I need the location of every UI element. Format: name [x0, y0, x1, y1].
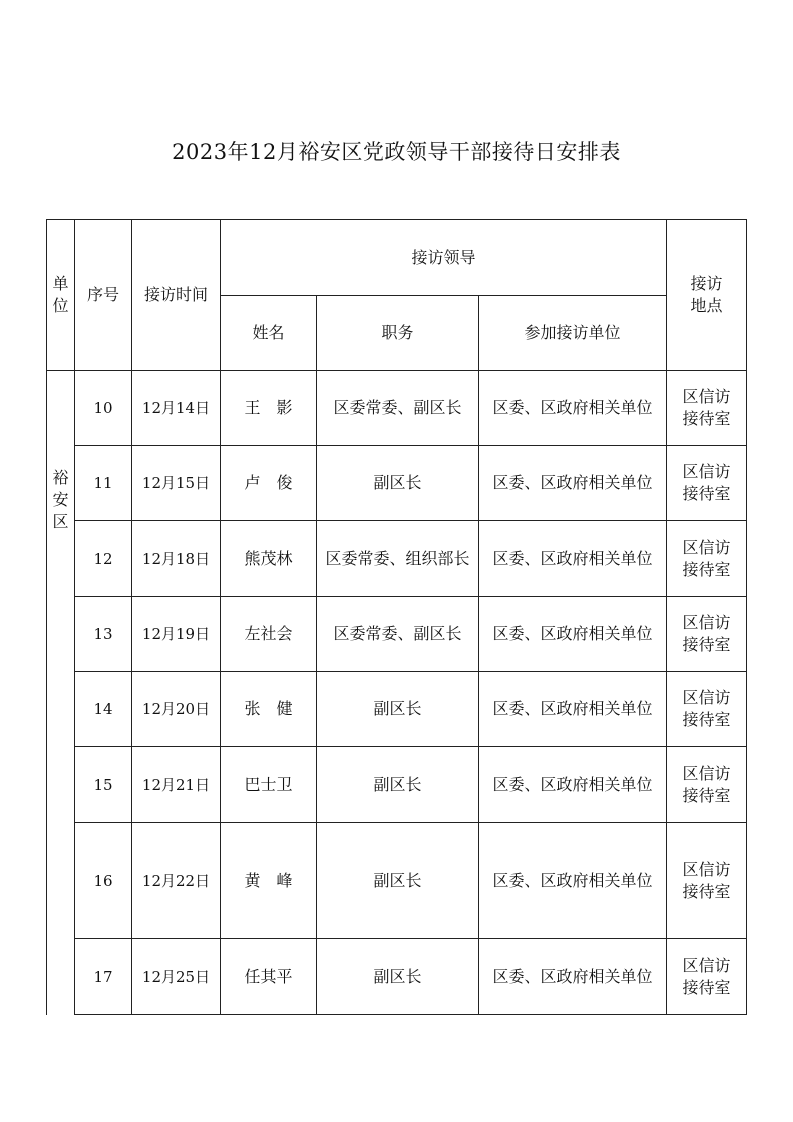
row-date: 12月15日 — [132, 446, 221, 521]
row-index: 14 — [75, 672, 132, 747]
row-units: 区委、区政府相关单位 — [479, 939, 667, 1015]
row-place-line-1: 区信访 — [682, 859, 731, 879]
row-place — [667, 747, 747, 823]
row-position: 副区长 — [317, 823, 479, 939]
row-position: 区委常委、组织部长 — [317, 521, 479, 597]
row-name: 卢 俊 — [221, 446, 317, 521]
row-units: 区委、区政府相关单位 — [479, 597, 667, 672]
row-units: 区委、区政府相关单位 — [479, 747, 667, 823]
district-char-3: 区 — [52, 512, 69, 531]
row-units: 区委、区政府相关单位 — [479, 446, 667, 521]
row-position: 副区长 — [317, 939, 479, 1015]
header-leader: 接访领导 — [221, 220, 667, 296]
header-place — [667, 220, 747, 371]
table-row — [47, 371, 747, 446]
row-place — [667, 446, 747, 521]
row-place — [667, 371, 747, 446]
schedule-table — [46, 219, 747, 1015]
row-name: 任其平 — [221, 939, 317, 1015]
row-place-line-1: 区信访 — [682, 688, 731, 707]
row-place-line-1: 区信访 — [682, 613, 731, 632]
row-date: 12月18日 — [132, 521, 221, 597]
table-row — [47, 672, 747, 747]
header-unit — [47, 220, 75, 371]
row-date: 12月20日 — [132, 672, 221, 747]
row-name: 黄 峰 — [221, 823, 317, 939]
header-unit-char-2: 位 — [52, 296, 69, 315]
table-row — [47, 747, 747, 823]
row-date: 12月19日 — [132, 597, 221, 672]
row-date: 12月14日 — [132, 371, 221, 446]
row-units: 区委、区政府相关单位 — [479, 371, 667, 446]
header-name: 姓名 — [221, 296, 317, 371]
row-place-line-2: 接待室 — [682, 881, 731, 901]
row-index: 17 — [75, 939, 132, 1015]
row-place-line-1: 区信访 — [682, 537, 731, 557]
table-row — [47, 823, 747, 939]
row-position: 副区长 — [317, 672, 479, 747]
row-index: 13 — [75, 597, 132, 672]
table-row — [47, 597, 747, 672]
row-place-line-2: 接待室 — [682, 635, 731, 654]
row-name: 张 健 — [221, 672, 317, 747]
header-place-line-1: 接访 — [690, 274, 723, 293]
row-place-line-2: 接待室 — [682, 409, 731, 428]
row-place-line-1: 区信访 — [682, 462, 731, 481]
header-index: 序号 — [75, 220, 132, 371]
row-date: 12月21日 — [132, 747, 221, 823]
row-index: 11 — [75, 446, 132, 521]
row-position: 区委常委、副区长 — [317, 597, 479, 672]
row-name: 熊茂林 — [221, 521, 317, 597]
header-place-line-2: 地点 — [690, 296, 723, 315]
row-index: 15 — [75, 747, 132, 823]
header-position: 职务 — [317, 296, 479, 371]
row-name: 王 影 — [221, 371, 317, 446]
row-position: 副区长 — [317, 446, 479, 521]
district-char-1: 裕 — [52, 468, 69, 487]
row-place-line-2: 接待室 — [682, 710, 731, 729]
row-date: 12月22日 — [132, 823, 221, 939]
row-place-line-2: 接待室 — [682, 559, 731, 579]
row-place — [667, 823, 747, 939]
row-position: 副区长 — [317, 747, 479, 823]
table-row — [47, 446, 747, 521]
row-index: 12 — [75, 521, 132, 597]
row-units: 区委、区政府相关单位 — [479, 672, 667, 747]
row-place-line-1: 区信访 — [682, 763, 731, 783]
row-place-line-2: 接待室 — [682, 785, 731, 805]
row-place — [667, 521, 747, 597]
header-units: 参加接访单位 — [479, 296, 667, 371]
row-index: 16 — [75, 823, 132, 939]
row-place — [667, 939, 747, 1015]
district-char-2: 安 — [52, 490, 69, 509]
row-units: 区委、区政府相关单位 — [479, 823, 667, 939]
row-units: 区委、区政府相关单位 — [479, 521, 667, 597]
row-place — [667, 597, 747, 672]
header-row-1 — [47, 220, 747, 296]
header-unit-char-1: 单 — [52, 274, 69, 293]
table-row — [47, 521, 747, 597]
row-date: 12月25日 — [132, 939, 221, 1015]
row-place — [667, 672, 747, 747]
row-place-line-2: 接待室 — [682, 484, 731, 503]
row-name: 巴士卫 — [221, 747, 317, 823]
row-place-line-1: 区信访 — [682, 955, 731, 975]
row-place-line-1: 区信访 — [682, 387, 731, 406]
header-time: 接访时间 — [132, 220, 221, 371]
district-cell — [47, 371, 75, 1015]
row-position: 区委常委、副区长 — [317, 371, 479, 446]
row-index: 10 — [75, 371, 132, 446]
table-row — [47, 939, 747, 1015]
page-title: 2023年12月裕安区党政领导干部接待日安排表 — [172, 140, 621, 164]
row-name: 左社会 — [221, 597, 317, 672]
row-place-line-2: 接待室 — [682, 977, 731, 997]
